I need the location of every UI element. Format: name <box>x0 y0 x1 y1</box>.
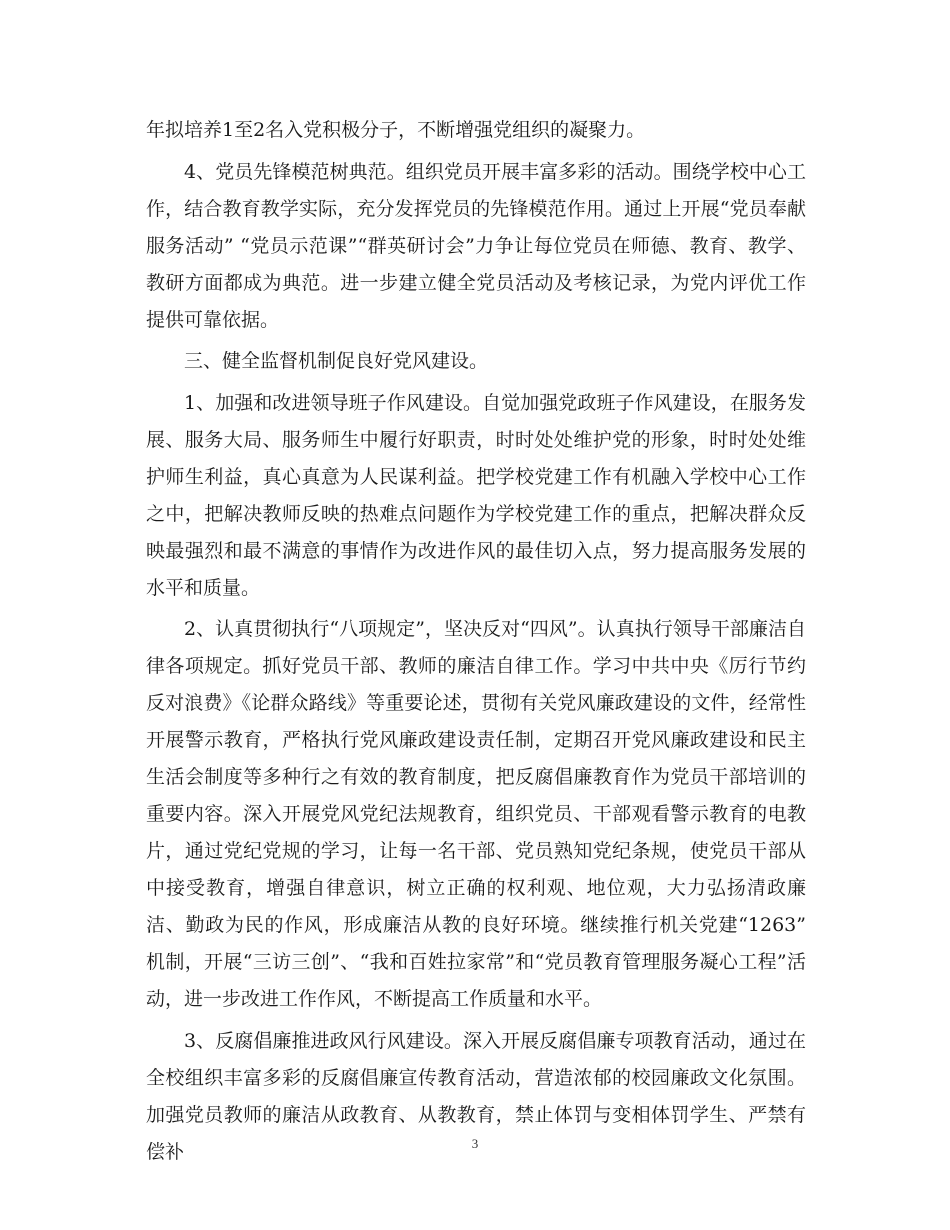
page-number: 3 <box>471 1136 479 1151</box>
paragraph-continuation: 年拟培养1至2名入党积极分子，不断增强党组织的凝聚力。 <box>146 119 646 141</box>
paragraph-item-1: 1、加强和改进领导班子作风建设。自觉加强党政班子作风建设，在服务发展、服务大局、服务师生中履行好职责，时时处处维护党的形象，时时处处维护师生利益，真心真意为人民谋利益。把学校党建工作有机融入学校中心工作之中，把解决教师反映的热难点问题作为学校党建工作的重点，把解决群众反映最强烈和最不满意的事情作为改进作风的最佳切入点，努力提高服务发展的水平和质量。 <box>146 391 806 599</box>
paragraph-item-4: 4、党员先锋模范树典范。组织党员开展丰富多彩的活动。围绕学校中心工作，结合教育教学实际，充分发挥党员的先锋模范作用。通过上开展“党员奉献服务活动” “党员示范课”“群英研讨会”力争让每位党员在师德、教育、教学、教研方面都成为典范。进一步建立健全党员活动及考核记录，为党内评优工作提供可靠依据。 <box>146 160 806 331</box>
section-heading-3: 三、健全监督机制促良好党风建设。 <box>184 350 489 372</box>
paragraph-item-2: 2、认真贯彻执行“八项规定”，坚决反对“四风”。认真执行领导干部廉洁自律各项规定。抓好党员干部、教师的廉洁自律工作。学习中共中央《厉行节约反对浪费》《论群众路线》等重要论述，贯彻有关党风廉政建设的文件，经常性开展警示教育，严格执行党风廉政建设责任制，定期召开党风廉政建设和民主生活会制度等多种行之有效的教育制度，把反腐倡廉教育作为党员干部培训的重要内容。深入开展党风党纪法规教育，组织党员、干部观看警示教育的电教片，通过党纪党规的学习，让每一名干部、党员熟知党纪条规，使党员干部从中接受教育，增强自律意识，树立正确的权利观、地位观，大力弘扬清政廉洁、勤政为民的作风，形成廉洁从教的良好环境。继续推行机关党建“1263” 机制，开展“三访三创”、“我和百姓拉家常”和“党员教育管理服务凝心工程”活动，进一步改进工作作风，不断提高工作质量和水平。 <box>146 618 806 1010</box>
paragraph-item-3: 3、反腐倡廉推进政风行风建设。深入开展反腐倡廉专项教育活动，通过在全校组织丰富多彩的反腐倡廉宣传教育活动，营造浓郁的校园廉政文化氛围。加强党员教师的廉洁从政教育、从教教育，禁止体罚与变相体罚学生、严禁有偿补 <box>146 1029 806 1163</box>
document-body <box>146 112 806 1175</box>
